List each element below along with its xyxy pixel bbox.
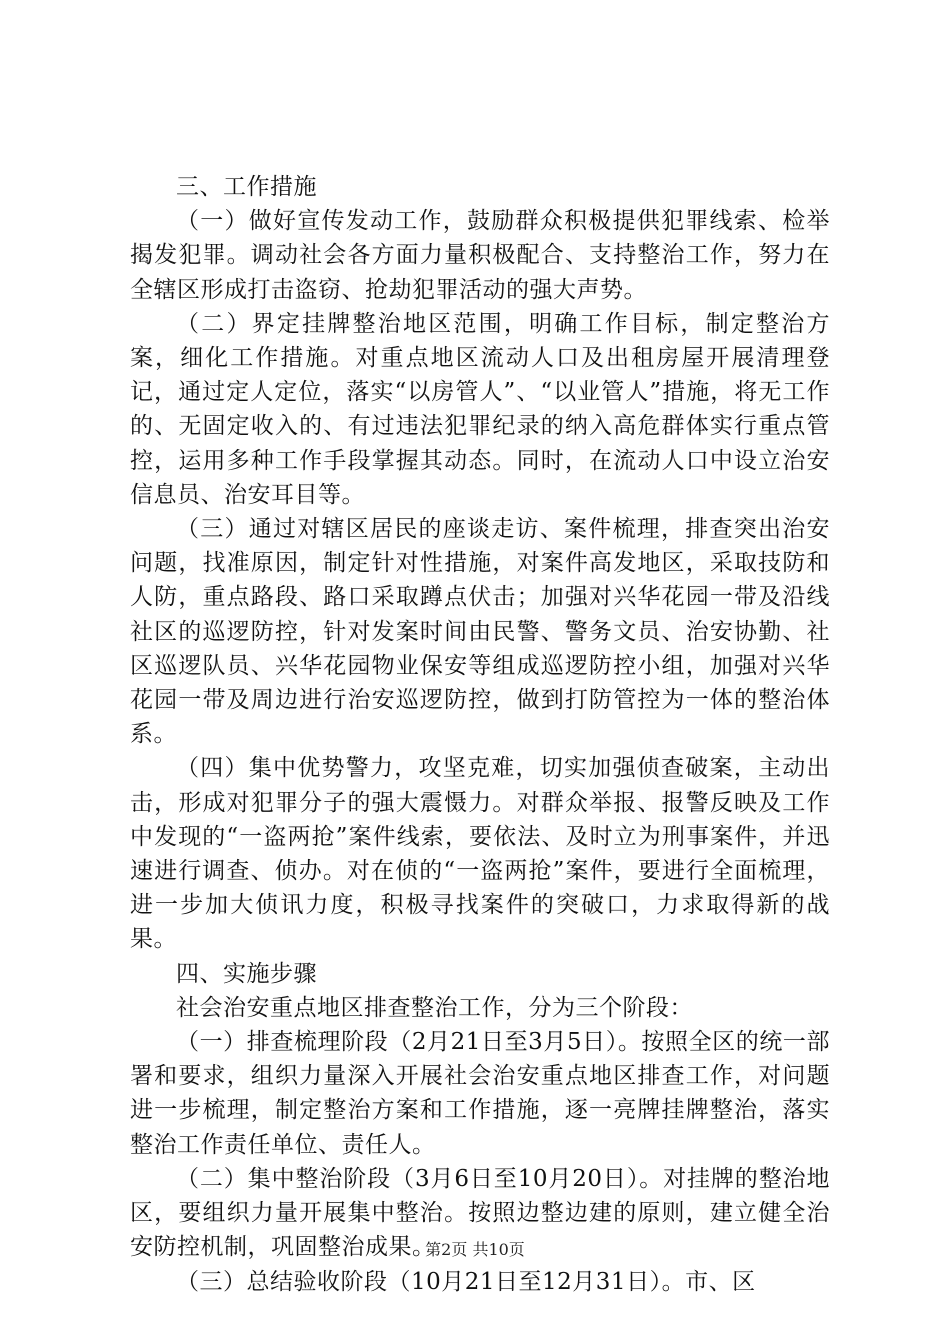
paragraph-step-1: （一）排查梳理阶段（2月21日至3月5日）。按照全区的统一部署和要求，组织力量深入开展社会治安重点地区排查工作，对问题进一步梳理，制定整治方案和工作措施，逐一亮牌挂牌整治，落实整治工作责任单位、责任人。 [130,1029,830,1158]
section-heading-measures: 三、工作措施 [176,174,317,200]
paragraph-measure-1: （一）做好宣传发动工作，鼓励群众积极提供犯罪线索、检举揭发犯罪。调动社会各方面力量积极配合、支持整治工作，努力在全辖区形成打击盗窃、抢劫犯罪活动的强大声势。 [130,208,830,303]
paragraph-steps-intro: 社会治安重点地区排查整治工作，分为三个阶段： [176,994,693,1021]
document-body [130,170,830,1299]
page-number-label: 第2页 共10页 [425,1240,525,1259]
paragraph-measure-3: （三）通过对辖区居民的座谈走访、案件梳理，排查突出治安问题，找准原因，制定针对性措施，对案件高发地区，采取技防和人防，重点路段、路口采取蹲点伏击；加强对兴华花园一带及沿线社区的巡逻防控，针对发案时间由民警、警务文员、治安协勤、社区巡逻队员、兴华花园物业保安等组成巡逻防控小组，加强对兴华花园一带及周边进行治安巡逻防控，做到打防管控为一体的整治体系。 [130,516,830,748]
paragraph-measure-2: （二）界定挂牌整治地区范围，明确工作目标，制定整治方案，细化工作措施。对重点地区流动人口及出租房屋开展清理登记，通过定人定位，落实“以房管人”、“以业管人”措施，将无工作的、无固定收入的、有过违法犯罪纪录的纳入高危群体实行重点管控，运用多种工作手段掌握其动态。同时，在流动人口中设立治安信息员、治安耳目等。 [130,310,830,508]
page-footer [0,1240,950,1260]
section-heading-steps: 四、实施步骤 [176,960,317,987]
paragraph-measure-4: （四）集中优势警力，攻坚克难，切实加强侦查破案，主动出击，形成对犯罪分子的强大震慑力。对群众举报、报警反映及工作中发现的“一盗两抢”案件线索，要依法、及时立为刑事案件，并迅速进行调查、侦办。对在侦的“一盗两抢”案件，要进行全面梳理，进一步加大侦讯力度，积极寻找案件的突破口，力求取得新的战果。 [130,755,830,953]
paragraph-step-3: （三）总结验收阶段（10月21日至12月31日）。市、区 [176,1268,756,1295]
paragraph-step-2: （二）集中整治阶段（3月6日至10月20日）。对挂牌的整治地区，要组织力量开展集中整治。按照边整边建的原则，建立健全治安防控机制，巩固整治成果。 [130,1165,830,1261]
